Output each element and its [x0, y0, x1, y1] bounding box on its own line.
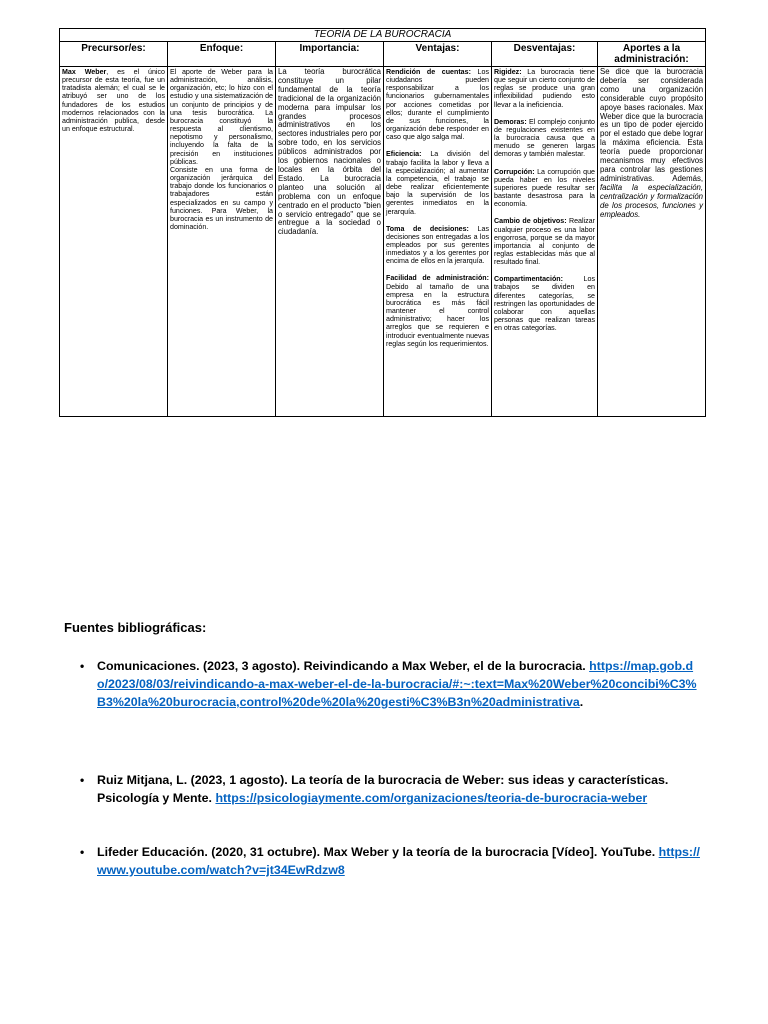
desventaja-text: Realizar cualquier proceso es una labor engorrosa, porque se da mayor importancia al conjunto de reglas establecidas más que al resultado final.	[494, 217, 595, 267]
ventaja-text: Las decisiones son entregadas a los empleados por sus gerentes inmediatos y a los gerentes por encima de ellos en la jerarquía.	[386, 224, 489, 266]
ventaja-label: Facilidad de administración:	[386, 274, 489, 283]
importancia-text: La teoría burocrática constituye un pilar fundamental de la teoría tradicional de la organización moderna para impulsar los grandes procesos administrativos en los sectores industriales pero por sobre todo, en los servicios públicos administrados por los gobiernos nacionales o locales en la órbita del Estado. La burocracia planteo una solución al problema con un enfoque centrado en el producto "bien o servicio entregado" que se entregue a la sociedad o ciudadanía.	[278, 67, 381, 237]
cell-aportes	[598, 67, 706, 417]
ventaja-item	[386, 68, 489, 141]
header-aportes: Aportes a la administración:	[598, 42, 706, 67]
desventaja-label: Rigidez:	[494, 68, 522, 76]
cell-desventajas	[492, 67, 598, 417]
desventaja-item	[494, 118, 595, 159]
ventaja-label: Rendición de cuentas:	[386, 68, 471, 76]
desventaja-item	[494, 275, 595, 332]
enfoque-paragraph-1: El aporte de Weber para la administración, análisis, organización, etc; lo hizo con el estudio y una sistematización de un conjunto de principios y de una tesis burocrática. La burocracia constituyó la respuesta al clientismo, nepotismo y personalismo, incluyendo la falta de la precisión en instituciones públicas.	[170, 68, 273, 166]
ventaja-label: Toma de decisiones:	[386, 224, 469, 233]
precursor-text: , es el único precursor de esta teoría, fue un tratadista alemán; el cual se le atribuyó ser uno de los fundadores de los estudios modernos relacionados con la administración publica, desde un enfoque estructural.	[62, 68, 165, 134]
desventaja-item	[494, 168, 595, 209]
desventaja-item	[494, 68, 595, 109]
header-importancia: Importancia:	[276, 42, 384, 67]
ventaja-label: Eficiencia:	[386, 150, 422, 159]
cell-enfoque	[168, 67, 276, 417]
reference-link[interactable]: https://www.youtube.com/watch?v=jt34EwRdzw8	[97, 845, 700, 877]
bullet-icon: •	[80, 845, 85, 859]
desventaja-text: El complejo conjunto de regulaciones existentes en la burocracia causa que a menudo se generen largas demoras y también malestar.	[494, 117, 595, 159]
burocracia-table-wrapper	[59, 28, 705, 417]
bullet-icon: •	[80, 773, 85, 787]
cell-precursor	[60, 67, 168, 417]
bullet-icon: •	[80, 659, 85, 673]
header-desventajas: Desventajas:	[492, 42, 598, 67]
ventaja-item	[386, 274, 489, 347]
desventaja-label: Cambio de objetivos:	[494, 217, 567, 226]
desventaja-item	[494, 217, 595, 266]
desventaja-text: Los trabajos se dividen en diferentes categorías, se restringen las oportunidades de colaborar con aquellas personas que realizan tareas en otras categorías.	[494, 275, 595, 333]
reference-link[interactable]: https://map.gob.do/2023/08/03/reivindicando-a-max-weber-el-de-la-burocracia/#:~:text=Max%20Weber%20concibi%C3%B3%20la%20burocracia,control%20de%20la%20gesti%C3%B3n%20administrativa	[97, 659, 697, 709]
sources-title: Fuentes bibliográficas:	[64, 620, 207, 635]
desventaja-label: Corrupción:	[494, 167, 535, 176]
header-enfoque: Enfoque:	[168, 42, 276, 67]
desventaja-label: Demoras:	[494, 117, 527, 126]
reference-item	[80, 657, 700, 711]
reference-text: Ruiz Mitjana, L. (2023, 1 agosto). La teoría de la burocracia de Weber: sus ideas y características. Psicología y Mente.	[97, 773, 669, 805]
header-precursor: Precursor/es:	[60, 42, 168, 67]
cell-importancia	[276, 67, 384, 417]
ventaja-item	[386, 225, 489, 266]
aportes-italic-text: facilita la especialización, centralización y formalización de los procesos, funciones y empleados.	[600, 182, 704, 219]
reference-link[interactable]: https://psicologiaymente.com/organizaciones/teoria-de-burocracia-weber	[215, 791, 648, 805]
ventaja-text: Debido al tamaño de una empresa en la estructura burocrática es más fácil mantener el control administrativo; hacer los arreglos que se requieren e introducir eventualmente nuevas reglas según los requerimientos.	[386, 282, 489, 348]
desventaja-text: La burocracia tiene que seguir un cierto conjunto de reglas se produce una gran inflexibilidad pudiendo esto llevar a la ineficiencia.	[494, 68, 595, 109]
precursor-name: Max Weber	[62, 68, 107, 76]
reference-text: Lifeder Educación. (2020, 31 octubre). Max Weber y la teoría de la burocracia [Vídeo]. YouTube.	[97, 845, 656, 859]
ventaja-text: Los ciudadanos pueden responsabilizar a los funcionarios gubernamentales por acciones cometidas por ellos; durante el cumplimiento de sus funciones, la organización debe responder en caso que algo salga mal.	[386, 68, 489, 142]
burocracia-table	[59, 28, 706, 417]
cell-ventajas	[384, 67, 492, 417]
reference-item	[80, 843, 700, 879]
ventaja-text: La división del trabajo facilita la labor y lleva a la especialización; al aumentar la competencia, el trabajo se debe realizar eficientemente bajo la supervisión de los gerentes inmediatos en la jerarquía.	[386, 150, 489, 216]
reference-suffix: .	[579, 695, 584, 709]
reference-text: Comunicaciones. (2023, 3 agosto). Reivindicando a Max Weber, el de la burocracia.	[97, 659, 586, 673]
header-ventajas: Ventajas:	[384, 42, 492, 67]
reference-item	[80, 771, 700, 807]
enfoque-paragraph-2: Consiste en una forma de organización jerárquica del trabajo donde los funcionarios o trabajadores están especializados en su campo y funciones. Para Weber, la burocracia es un instrumento de dominación.	[170, 165, 273, 231]
ventaja-item	[386, 150, 489, 215]
table-title: TEORÍA DE LA BUROCRACIA	[60, 29, 706, 42]
aportes-text: Se dice que la burocracia debería ser considerada como una organización considerable cuyo propósito apoye bases racionales. Max Weber dice que la burocracia es un tipo de poder ejercido por el estado que debe lograr la máxima eficiencia. Esta teoría puede proporcionar mecanismos muy efectivos para controlar las gestiones administrativas. Además,	[600, 67, 704, 183]
desventaja-text: La corrupción que pueda haber en los niveles superiores puede resultar ser bastante desastrosa para la economía.	[494, 167, 595, 209]
desventaja-label: Compartimentación:	[494, 275, 563, 284]
